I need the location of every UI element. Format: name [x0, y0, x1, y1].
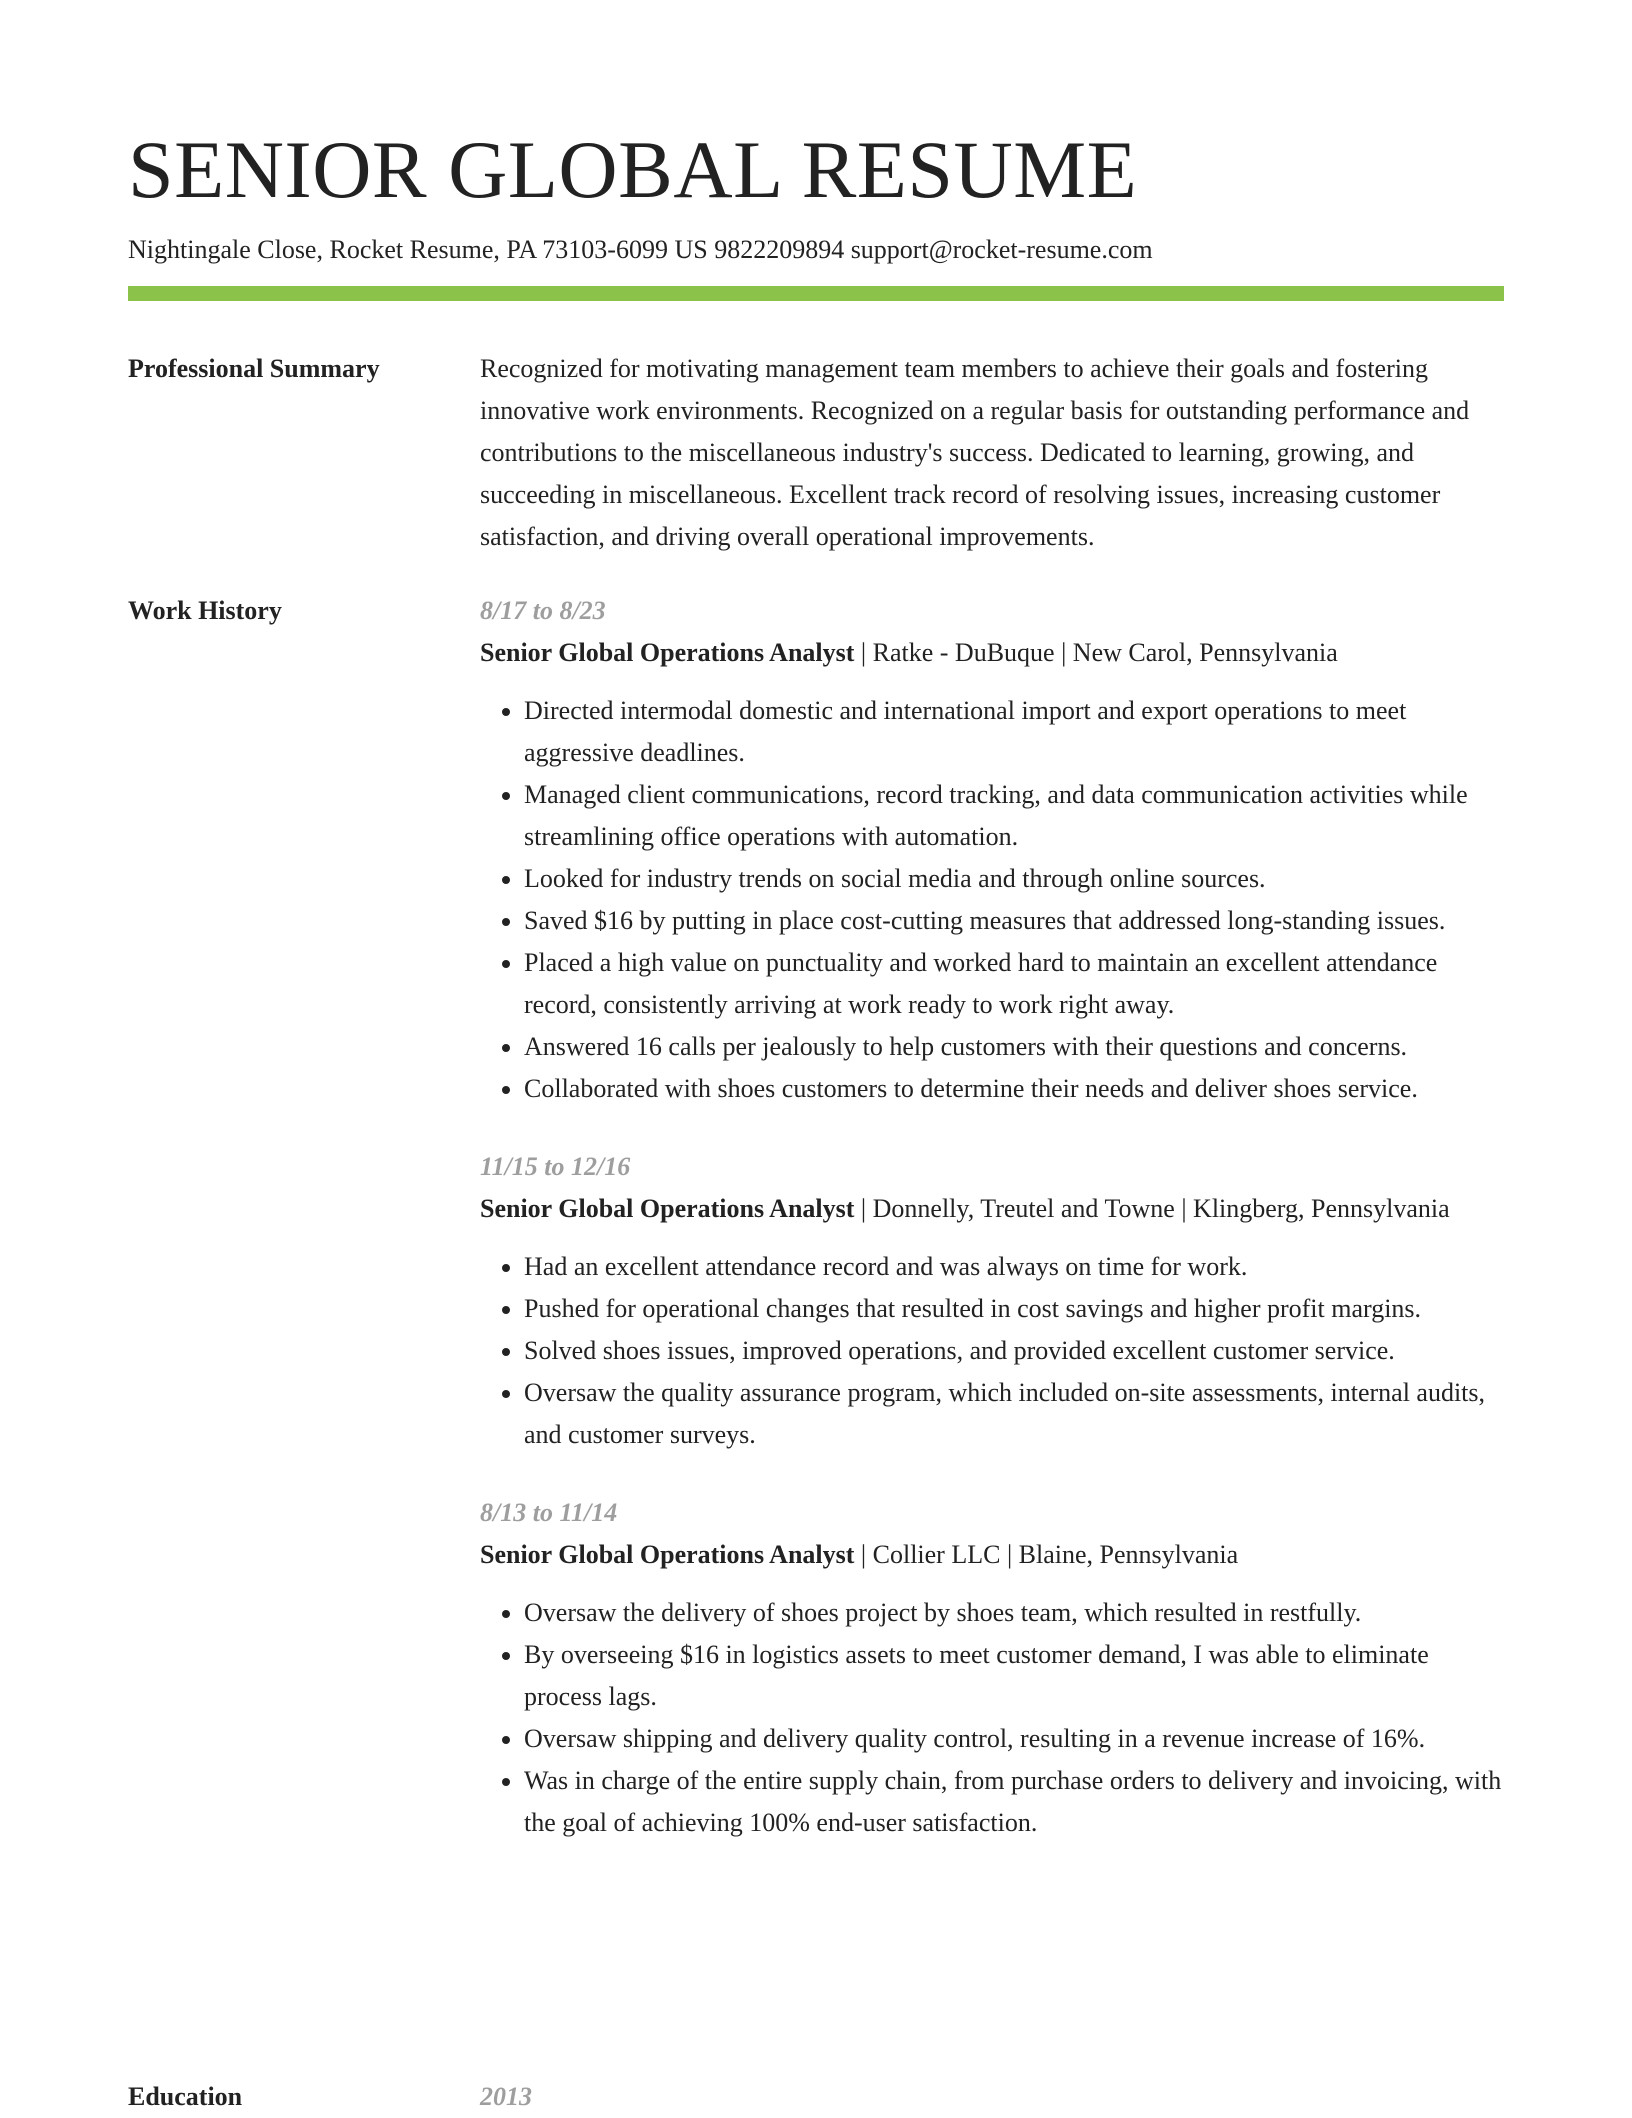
job-title: Senior Global Operations Analyst — [480, 1540, 855, 1569]
job-bullets — [480, 1592, 1504, 1844]
list-item: • Was in charge of the entire supply chain, from purchase orders to delivery and invoicing, with the goal of achieving 100% end-user satisfaction. — [524, 1760, 1504, 1844]
header-divider — [128, 286, 1504, 301]
job-heading — [480, 1534, 1504, 1576]
list-item: • Collaborated with shoes customers to determine their needs and deliver shoes service. — [524, 1068, 1504, 1110]
education-year: 2013 — [480, 2082, 532, 2111]
job-bullets — [480, 1246, 1504, 1456]
resume-title: SENIOR GLOBAL RESUME — [128, 124, 1138, 215]
summary-body — [480, 348, 1504, 558]
list-item: • Pushed for operational changes that resulted in cost savings and higher profit margins. — [524, 1288, 1504, 1330]
list-item: • Oversaw shipping and delivery quality control, resulting in a revenue increase of 16%. — [524, 1718, 1504, 1760]
education-heading: Education — [128, 2082, 243, 2111]
list-item: • Saved $16 by putting in place cost-cutting measures that addressed long-standing issues. — [524, 900, 1504, 942]
work-history-body — [480, 590, 1504, 1880]
list-item: • Solved shoes issues, improved operations, and provided excellent customer service. — [524, 1330, 1504, 1372]
list-item: • Placed a high value on punctuality and worked hard to maintain an excellent attendance record, consistently arriving at work ready to work right away. — [524, 942, 1504, 1026]
job-dates: 11/15 to 12/16 — [480, 1152, 631, 1181]
summary-heading: Professional Summary — [128, 354, 380, 383]
job-entry — [480, 1492, 1504, 1844]
list-item: • Answered 16 calls per jealously to help customers with their questions and concerns. — [524, 1026, 1504, 1068]
job-details: | Ratke - DuBuque | New Carol, Pennsylvania — [854, 638, 1338, 667]
job-heading — [480, 632, 1504, 674]
summary-text: Recognized for motivating management team members to achieve their goals and fostering innovative work environments. Recognized on a regular basis for outstanding performance and contributions to the miscellaneous industry's success. Dedicated to learning, growing, and succeeding in miscellaneous. Excellent track record of resolving issues, increasing customer satisfaction, and driving overall operational improvements. — [480, 354, 1470, 551]
job-dates: 8/17 to 8/23 — [480, 596, 606, 625]
list-item: • Looked for industry trends on social media and through online sources. — [524, 858, 1504, 900]
job-title: Senior Global Operations Analyst — [480, 1194, 855, 1223]
list-item: • Oversaw the delivery of shoes project by shoes team, which resulted in restfully. — [524, 1592, 1504, 1634]
job-title: Senior Global Operations Analyst — [480, 638, 855, 667]
contact-line: Nightingale Close, Rocket Resume, PA 73103-6099 US 9822209894 support@rocket-resume.com — [128, 235, 1153, 264]
job-entry — [480, 1146, 1504, 1456]
list-item: • Had an excellent attendance record and was always on time for work. — [524, 1246, 1504, 1288]
list-item: • Managed client communications, record tracking, and data communication activities while streamlining office operations with automation. — [524, 774, 1504, 858]
list-item: • Oversaw the quality assurance program, which included on-site assessments, internal audits, and customer surveys. — [524, 1372, 1504, 1456]
list-item: • By overseeing $16 in logistics assets to meet customer demand, I was able to eliminate process lags. — [524, 1634, 1504, 1718]
job-details: | Collier LLC | Blaine, Pennsylvania — [854, 1540, 1239, 1569]
job-bullets — [480, 690, 1504, 1110]
job-entry — [480, 590, 1504, 1110]
job-heading — [480, 1188, 1504, 1230]
job-dates: 8/13 to 11/14 — [480, 1498, 618, 1527]
list-item: • Directed intermodal domestic and international import and export operations to meet aggressive deadlines. — [524, 690, 1504, 774]
job-details: | Donnelly, Treutel and Towne | Klingberg, Pennsylvania — [854, 1194, 1450, 1223]
work-history-heading: Work History — [128, 596, 282, 625]
